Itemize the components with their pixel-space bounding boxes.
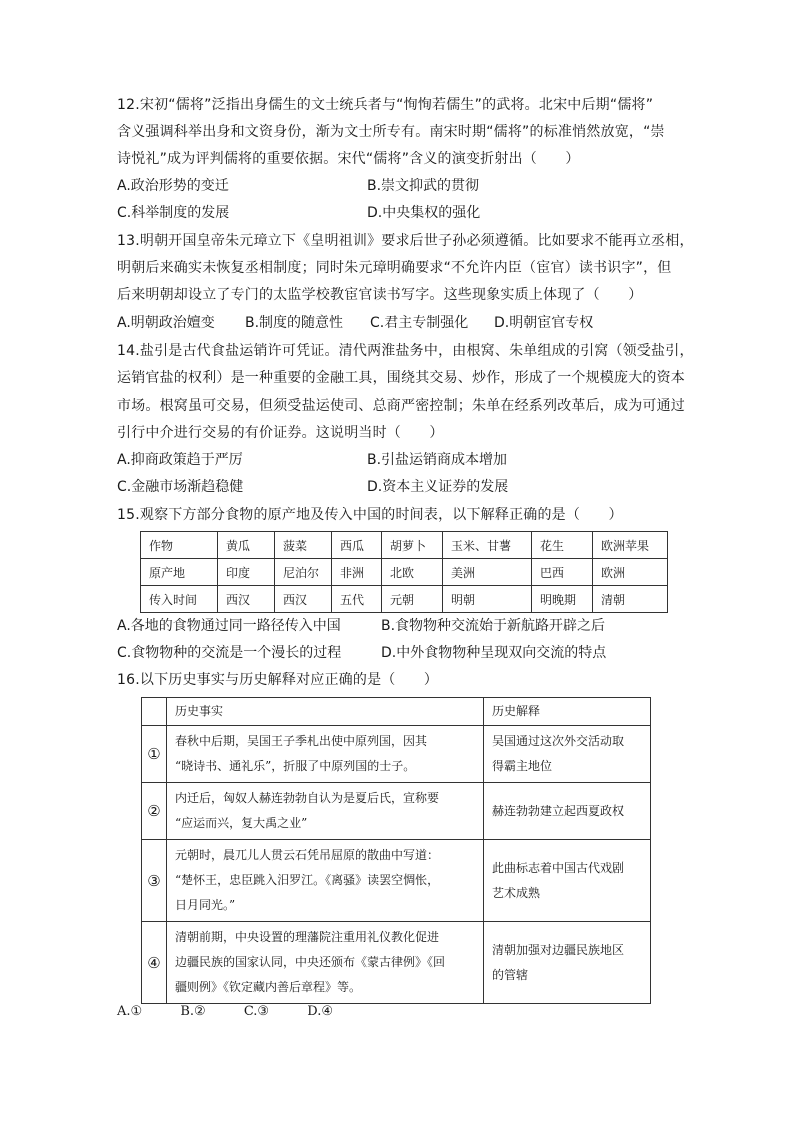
q14-line-3: 市场。根窝虽可交易，但须受盐运使司、总商严密控制；朱单在经系列改革后，成为可通过 — [117, 398, 685, 414]
explanation-cell — [484, 840, 651, 922]
q12-option-b[interactable]: B.崇文抑武的贯彻 — [367, 178, 480, 194]
fact-line: 清朝前期，中央设置的理藩院注重用礼仪教化促进 — [175, 930, 440, 944]
table-cell: 玉米、甘薯 — [443, 532, 532, 559]
fact-line: “应运而兴，复大禹之业” — [175, 816, 308, 830]
q14-line-2: 运销官盐的权利）是一种重要的金融工具，围绕其交易、炒作，形成了一个规模庞大的资本 — [117, 370, 685, 386]
table-row — [142, 783, 651, 840]
q14-line-1: 14.盐引是古代食盐运销许可凭证。清代两淮盐务中，由根窝、朱单组成的引窝（领受盐引， — [117, 343, 694, 359]
q14-option-c[interactable]: C.金融市场渐趋稳健 — [117, 479, 244, 495]
table-cell: 尼泊尔 — [275, 559, 332, 586]
table-row — [141, 586, 668, 613]
explanation-line: 此曲标志着中国古代戏剧 — [492, 860, 625, 875]
table-cell: 胡萝卜 — [382, 532, 443, 559]
table-cell: 原产地 — [141, 559, 218, 586]
q16-stem: 16.以下历史事实与历史解释对应正确的是（ ） — [117, 672, 439, 688]
explanation-line: 赫连勃勃建立起西夏政权 — [492, 803, 625, 818]
q14-option-a[interactable]: A.抑商政策趋于严厉 — [117, 452, 243, 468]
table-cell: 菠菜 — [275, 532, 332, 559]
table-cell: 作物 — [141, 532, 218, 559]
q13-option-d[interactable]: D.明朝宦官专权 — [494, 315, 594, 331]
explanation-cell — [484, 783, 651, 840]
fact-line: 疆则例》《钦定藏内善后章程》等。 — [175, 980, 362, 994]
history-table — [141, 697, 651, 1004]
explanation-line: 艺术成熟 — [492, 885, 541, 900]
q15-stem: 15.观察下方部分食物的原产地及传入中国的时间表，以下解释正确的是（ ） — [117, 507, 623, 523]
q16-option-c[interactable]: C.③ — [243, 1004, 270, 1019]
table-cell: 花生 — [532, 532, 593, 559]
table-header-row — [142, 698, 651, 726]
q13-option-a[interactable]: A.明朝政治嬗变 — [117, 315, 215, 331]
q13-line-2: 明朝后来确实未恢复丞相制度；同时朱元璋明确要求“不允许内臣（宦官）读书识字”，但 — [117, 260, 672, 276]
table-cell: 巴西 — [532, 559, 593, 586]
row-number: ① — [142, 726, 167, 783]
table-cell: 欧洲 — [593, 559, 668, 586]
q16-option-d[interactable]: D.④ — [307, 1004, 333, 1019]
table-cell: 明晚期 — [532, 586, 593, 613]
q15-option-d[interactable]: D.中外食物物种呈现双向交流的特点 — [381, 645, 607, 661]
explanation-line: 得霸主地位 — [492, 759, 553, 773]
table-row — [142, 726, 651, 783]
fact-cell — [167, 783, 484, 840]
table-row — [142, 840, 651, 922]
q12-line-1: 12.宋初“儒将”泛指出身儒生的文士统兵者与“恂恂若儒生”的武将。北宋中后期“儒将” — [117, 97, 654, 113]
explanation-line: 清朝加强对边疆民族地区 — [492, 942, 625, 957]
q13-line-3: 后来明朝却设立了专门的太监学校教宦官读书写字。这些现象实质上体现了（ ） — [117, 287, 643, 303]
fact-cell — [167, 840, 484, 922]
table-cell: 欧洲苹果 — [593, 532, 668, 559]
q13-line-1: 13.明朝开国皇帝朱元璋立下《皇明祖训》要求后世子孙必须遵循。比如要求不能再立丞相， — [117, 233, 694, 249]
row-number: ③ — [142, 840, 167, 922]
fact-line: 日月同光。” — [175, 898, 236, 912]
table-cell: 西汉 — [275, 586, 332, 613]
table-header-cell — [142, 698, 167, 726]
row-number: ④ — [142, 922, 167, 1004]
food-origin-table — [140, 531, 668, 613]
q16-options — [117, 1003, 367, 1021]
q16-option-b[interactable]: B.② — [180, 1004, 206, 1019]
q13-option-c[interactable]: C.君主专制强化 — [370, 315, 469, 331]
table-cell: 清朝 — [593, 586, 668, 613]
fact-line: 元朝时，晨兀儿人贯云石凭吊屈原的散曲中写道： — [175, 848, 440, 862]
q14-option-b[interactable]: B.引盐运销商成本增加 — [367, 452, 508, 468]
row-number: ② — [142, 783, 167, 840]
table-row — [141, 532, 668, 559]
q12-option-c[interactable]: C.科举制度的发展 — [117, 205, 230, 221]
table-cell: 西瓜 — [332, 532, 382, 559]
fact-line: “楚怀王，忠臣跳入汨罗江。《离骚》读罢空惆怅， — [175, 873, 440, 887]
fact-line: “晓诗书、通礼乐”，折服了中原列国的士子。 — [175, 759, 416, 773]
table-header-cell: 历史事实 — [167, 698, 484, 726]
explanation-line: 的管辖 — [492, 967, 529, 982]
table-row — [142, 922, 651, 1004]
table-cell: 明朝 — [443, 586, 532, 613]
q12-line-2: 含义强调科举出身和文资身份，渐为文士所专有。南宋时期“儒将”的标准悄然放宽，“崇 — [117, 124, 665, 140]
q15-option-b[interactable]: B.食物物种交流始于新航路开辟之后 — [381, 618, 606, 634]
table-cell: 五代 — [332, 586, 382, 613]
table-cell: 元朝 — [382, 586, 443, 613]
table-cell: 西汉 — [218, 586, 275, 613]
table-cell: 传入时间 — [141, 586, 218, 613]
q12-line-3: 诗悦礼”成为评判儒将的重要依据。宋代“儒将”含义的演变折射出（ ） — [117, 151, 580, 167]
table-cell: 非洲 — [332, 559, 382, 586]
q13-option-b[interactable]: B.制度的随意性 — [245, 315, 344, 331]
table-cell: 美洲 — [443, 559, 532, 586]
fact-cell — [167, 922, 484, 1004]
q14-line-4: 引行中介进行交易的有价证券。这说明当时（ ） — [117, 425, 444, 441]
fact-cell — [167, 726, 484, 783]
explanation-cell — [484, 922, 651, 1004]
explanation-line: 吴国通过这次外交活动取 — [492, 734, 625, 748]
fact-line: 内迁后，匈奴人赫连勃勃自认为是夏后氏，宣称要 — [175, 791, 440, 805]
table-cell: 印度 — [218, 559, 275, 586]
q12-option-d[interactable]: D.中央集权的强化 — [367, 205, 481, 221]
table-row — [141, 559, 668, 586]
q15-option-a[interactable]: A.各地的食物通过同一路径传入中国 — [117, 618, 341, 634]
q16-option-a[interactable]: A.① — [117, 1004, 143, 1019]
explanation-cell — [484, 726, 651, 783]
table-cell: 北欧 — [382, 559, 443, 586]
q14-option-d[interactable]: D.资本主义证券的发展 — [367, 479, 509, 495]
fact-line: 边疆民族的国家认同，中央还颁布《蒙古律例》《回 — [175, 955, 446, 969]
table-header-cell: 历史解释 — [484, 698, 651, 726]
q12-option-a[interactable]: A.政治形势的变迁 — [117, 178, 229, 194]
q15-option-c[interactable]: C.食物物种的交流是一个漫长的过程 — [117, 645, 342, 661]
fact-line: 春秋中后期，吴国王子季札出使中原列国，因其 — [175, 734, 428, 748]
table-cell: 黄瓜 — [218, 532, 275, 559]
